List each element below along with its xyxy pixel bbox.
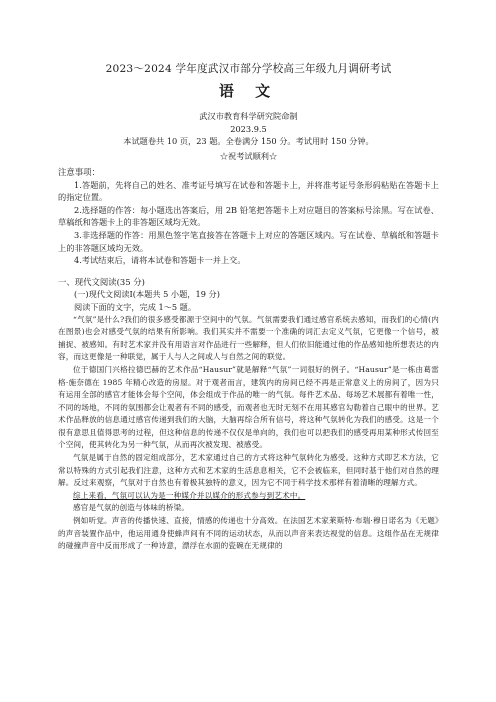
good-luck-line: ☆祝考试顺利☆ xyxy=(219,150,278,161)
passage-paragraph: 位于德国门兴格拉德巴赫的艺术作品“Hausur”就是解释“气氛”一词很好的例子。“Hausur”是一栋由葛雷格·施奈德在 1985 年精心改造的房屋。对于观者而言，建筑内的房间已经不再是正常意义上的房间了，因为只有运用全部的感官才能体会每个空间，体会组成于作品的唯一的气氛。每件艺术品、每场艺术展都有着唯一性，不同的场地，不同的氛围都会让观者有不同的感受，而观者也无时无刻不在用其感官勾勒着自己眼中的世界。艺术作品释放的信息通过感官传递到我们的大脑，大脑再综合所有信号，将这种气氛转化为我们的感受。这是一个很有意思且值得思考的过程，但这种信息的传递不仅仅是单向的，我们也可以把我们的感受再用某种形式传回至个空间，使其转化为另一种气氛，从而再次被发现、被感受。 xyxy=(58,364,439,450)
date-line: 2023.9.5 xyxy=(230,123,267,134)
note-item: 1.答题前，先将自己的姓名、准考证号填写在试卷和答题卡上，并将准考证号条形码粘贴在答题卡上的指定位置。 xyxy=(58,179,439,203)
passage-paragraph: 例如听觉。声音的传播快速、直接，情感的传递也十分高效。在法国艺术家莱斯特·布瑞·穆日诺名为《无题》的声音装置作品中，他运用通身使蜂声间有不同的运动状态，从而以声音来表达视觉的信息。这组作品在无规律的碰撞声音中反而形成了一种诗意，漂浮在水面的瓷碗在无规律的 xyxy=(58,516,439,551)
passage-paragraph: 气氛是属于自然的固定组成部分，艺术家通过自己的方式将这种气氛转化为感受。这种方式即艺术方法，它常以特殊的方式引起我们注意，这种方式和艺术家的生活息息相关，它不会被临来，但同时基于他们对自然的理解。反过来观察，气氛对于自然也有着极其独特的意义，因为它不同于科学技术那样有着清晰的理解方式。 xyxy=(58,453,439,488)
subject-title: 语 文 xyxy=(218,82,279,100)
passage-paragraph: 感官是气氛的创造与体味的桥梁。 xyxy=(73,503,190,513)
exam-info: 本试题卷共 10 页，23 题。全卷满分 150 分。考试用时 150 分钟。 xyxy=(123,136,374,146)
note-item: 4.考试结束后，请将本试卷和答题卡一并上交。 xyxy=(74,255,246,266)
subsection-heading: (一)现代文阅读Ⅰ(本题共 5 小题，19 分) xyxy=(74,289,220,300)
section-heading: 一、现代文阅读(35 分) xyxy=(58,276,145,287)
reading-instruction: 阅读下面的文字，完成 1～5 题。 xyxy=(74,301,197,312)
passage-paragraph-underlined: 综上来看，气氛可以认为是一种媒介并以媒介的形式参与到艺术中。 xyxy=(73,490,306,500)
org-line: 武汉市教育科学研究院命制 xyxy=(199,111,298,121)
note-item: 3.非选择题的作答：用黑色签字笔直接答在答题卡上对应的答题区域内。写在试卷、草稿纸和答题卡上的非答题区域均无效。 xyxy=(58,229,439,253)
note-item: 2.选择题的作答：每小题选出答案后，用 2B 铅笔把答题卡上对应题目的答案标号涂黑。写在试卷、草稿纸和答题卡上的非答题区域均无效。 xyxy=(58,204,439,228)
notes-heading: 注意事项： xyxy=(58,167,100,177)
exam-title: 2023～2024 学年度武汉市部分学校高三年级九月调研考试 xyxy=(105,63,392,75)
passage-paragraph: “气氛”是什么?我们的很多感受都源于空间中的气氛。气氛需要我们通过感官系统去感知，而我们的心情(内在图景)也会对感受气氛的结果有所影响。我们其实并不需要一个准确的词汇去定义气氛，它更像一个信号，被捕捉、被感知。有时艺术家并没有用语言对作品进行一些解释，但人们依旧能通过他的作品感知他所想表达的内容，而这更像是一种联觉，属于人与人之间或人与自然之间的联觉。 xyxy=(58,314,439,362)
